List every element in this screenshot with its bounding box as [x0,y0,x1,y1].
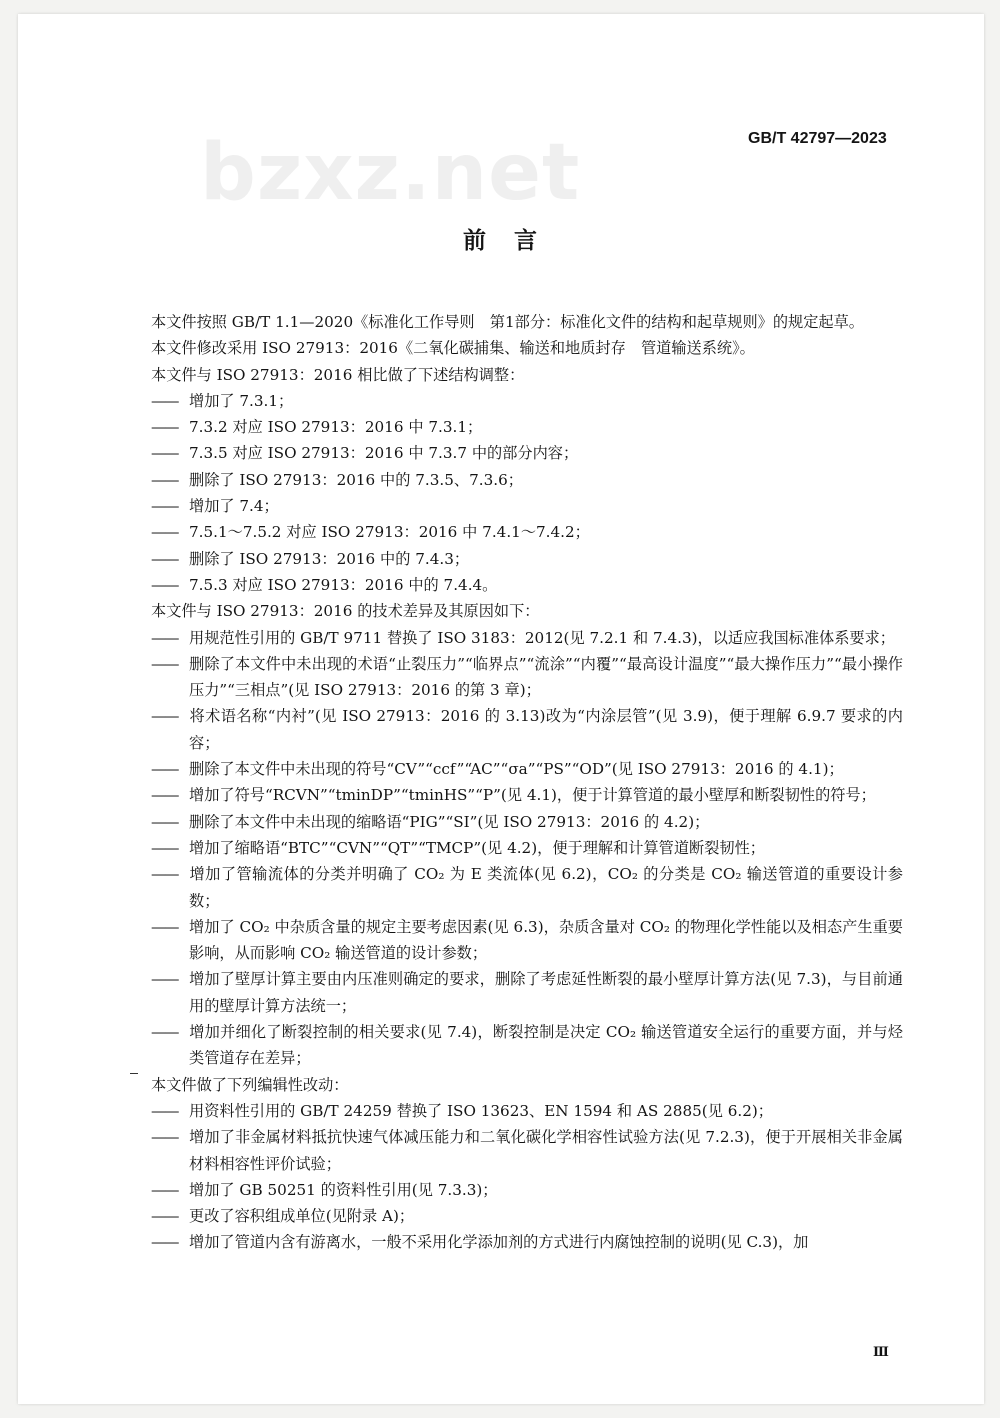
list-dash: —— [151,549,178,568]
list-dash: —— [151,391,178,410]
list-item-text: 增加并细化了断裂控制的相关要求(见 7.4)，断裂控制是决定 CO₂ 输送管道安全运行的重要方面，并与烃类管道存在差异； [189,1023,903,1068]
list-item [113,572,903,598]
list-item [113,546,903,572]
list-dash: —— [151,497,178,516]
list-item-text: 用资料性引用的 GB/T 24259 替换了 ISO 13623、EN 1594 和 AS 2885(见 6.2)； [189,1101,773,1120]
list-dash: —— [151,812,178,831]
list-item-text: 增加了管输流体的分类并明确了 CO₂ 为 E 类流体(见 6.2)，CO₂ 的分类是 CO₂ 输送管道的重要设计参数； [189,865,903,910]
list-dash: —— [151,575,178,594]
list-dash: —— [151,654,178,673]
list-item [113,914,903,967]
list-item [113,388,903,414]
list-item [113,756,903,782]
list-item-text: 删除了本文件中未出现的术语“止裂压力”“临界点”“流涂”“内覆”“最高设计温度”“最大操作压力”“最小操作压力”“三相点”(见 ISO 27913：2016 的第 3 章)； [189,654,903,700]
list-dash: —— [151,865,178,884]
list-item [113,651,903,704]
list-item [113,467,903,493]
list-item [113,861,903,914]
list-item-text: 增加了符号“RCVN”“tminDP”“tminHS”“P”(见 4.1)，便于计算管道的最小壁厚和断裂韧性的符号； [189,786,876,805]
structural-changes-list [113,388,903,598]
list-item [113,1098,903,1124]
list-item-text: 删除了本文件中未出现的符号“CV”“ccf”“AC”“σa”“PS”“OD”(见 ISO 27913：2016 的 4.1)； [189,760,844,779]
editorial-changes-list [113,1098,903,1256]
list-item [113,440,903,466]
list-item-text: 将术语名称“内衬”(见 ISO 27913：2016 的 3.13)改为“内涂层管”(见 3.9)，便于理解 6.9.7 要求的内容； [189,707,903,752]
list-item-text: 用规范性引用的 GB/T 9711 替换了 ISO 3183：2012(见 7.2.1 和 7.4.3)，以适应我国标准体系要求； [189,628,895,647]
document-body [113,309,903,1256]
list-item-text: 增加了 GB 50251 的资料性引用(见 7.3.3)； [189,1180,498,1199]
list-item [113,782,903,808]
list-item-text: 增加了 CO₂ 中杂质含量的规定主要考虑因素(见 6.3)，杂质含量对 CO₂ 的物理化学性能以及相态产生重要影响，从而影响 CO₂ 输送管道的设计参数； [189,917,903,963]
standard-number: GB/T 42797—2023 [748,130,887,147]
list-item [113,966,903,1019]
list-dash: —— [151,1128,178,1147]
technical-changes-list [113,625,903,1072]
list-dash: —— [151,970,178,989]
list-dash: —— [151,1233,178,1252]
list-item [113,625,903,651]
list-item [113,414,903,440]
list-item-text: 增加了 7.4； [189,497,279,516]
list-dash: —— [151,470,178,489]
list-item-text: 7.5.3 对应 ISO 27913：2016 中的 7.4.4。 [189,575,498,594]
page-number: Ⅲ [873,1345,889,1360]
list-item [113,835,903,861]
list-item-text: 增加了 7.3.1； [189,391,294,410]
list-item-text: 7.3.5 对应 ISO 27913：2016 中 7.3.7 中的部分内容； [189,444,579,463]
technical-differences-intro: 本文件与 ISO 27913：2016 的技术差异及其原因如下： [151,602,540,621]
list-item [113,493,903,519]
list-item-text: 7.5.1～7.5.2 对应 ISO 27913：2016 中 7.4.1～7.4.2； [189,523,590,542]
list-dash: —— [151,1180,178,1199]
list-item [113,519,903,545]
list-dash: —— [151,917,178,936]
list-dash: —— [151,523,178,542]
list-item [113,1229,903,1255]
list-dash: —— [151,1023,178,1042]
list-item-text: 删除了 ISO 27913：2016 中的 7.3.5、7.3.6； [189,470,523,489]
list-dash: —— [151,1207,178,1226]
list-item-text: 删除了本文件中未出现的缩略语“PIG”“SI”(见 ISO 27913：2016 的 4.2)； [189,812,710,831]
list-item-text: 增加了非金属材料抵抗快速气体减压能力和二氧化碳化学相容性试验方法(见 7.2.3)，便于开展相关非金属材料相容性评价试验； [189,1128,903,1173]
list-dash: —— [151,1101,178,1120]
list-item [113,1124,903,1177]
intro-paragraph-adoption: 本文件修改采用 ISO 27913：2016《二氧化碳捕集、输送和地质封存 管道输送系统》。 [151,339,755,358]
list-item [113,1177,903,1203]
list-dash: —— [151,418,178,437]
list-item-text: 增加了缩略语“BTC”“CVN”“QT”“TMCP”(见 4.2)，便于理解和计算管道断裂韧性； [189,838,765,857]
list-dash: —— [151,838,178,857]
page-title: 前言 [463,228,565,254]
list-item-text: 更改了容积组成单位(见附录 A)； [189,1207,415,1226]
margin-mark [130,1073,138,1074]
list-item-text: 删除了 ISO 27913：2016 中的 7.4.3； [189,549,470,568]
list-item [113,1203,903,1229]
list-dash: —— [151,444,178,463]
list-dash: —— [151,786,178,805]
list-item [113,1019,903,1072]
watermark: bzxz.net [200,128,581,218]
intro-paragraph-structure: 本文件与 ISO 27913：2016 相比做了下述结构调整： [151,365,525,384]
list-dash: —— [151,628,178,647]
list-dash: —— [151,707,178,726]
list-item-text: 增加了壁厚计算主要由内压准则确定的要求，删除了考虑延性断裂的最小壁厚计算方法(见 7.3)，与目前通用的壁厚计算方法统一； [189,970,903,1015]
list-dash: —— [151,760,178,779]
list-item-text: 7.3.2 对应 ISO 27913：2016 中 7.3.1； [189,418,483,437]
list-item [113,703,903,756]
list-item [113,809,903,835]
list-item-text: 增加了管道内含有游离水，一般不采用化学添加剂的方式进行内腐蚀控制的说明(见 C.3)，加 [189,1233,809,1252]
intro-paragraph-drafting: 本文件按照 GB/T 1.1—2020《标准化工作导则 第1部分：标准化文件的结构和起草规则》的规定起草。 [151,313,864,331]
editorial-changes-intro: 本文件做了下列编辑性改动： [151,1075,349,1094]
